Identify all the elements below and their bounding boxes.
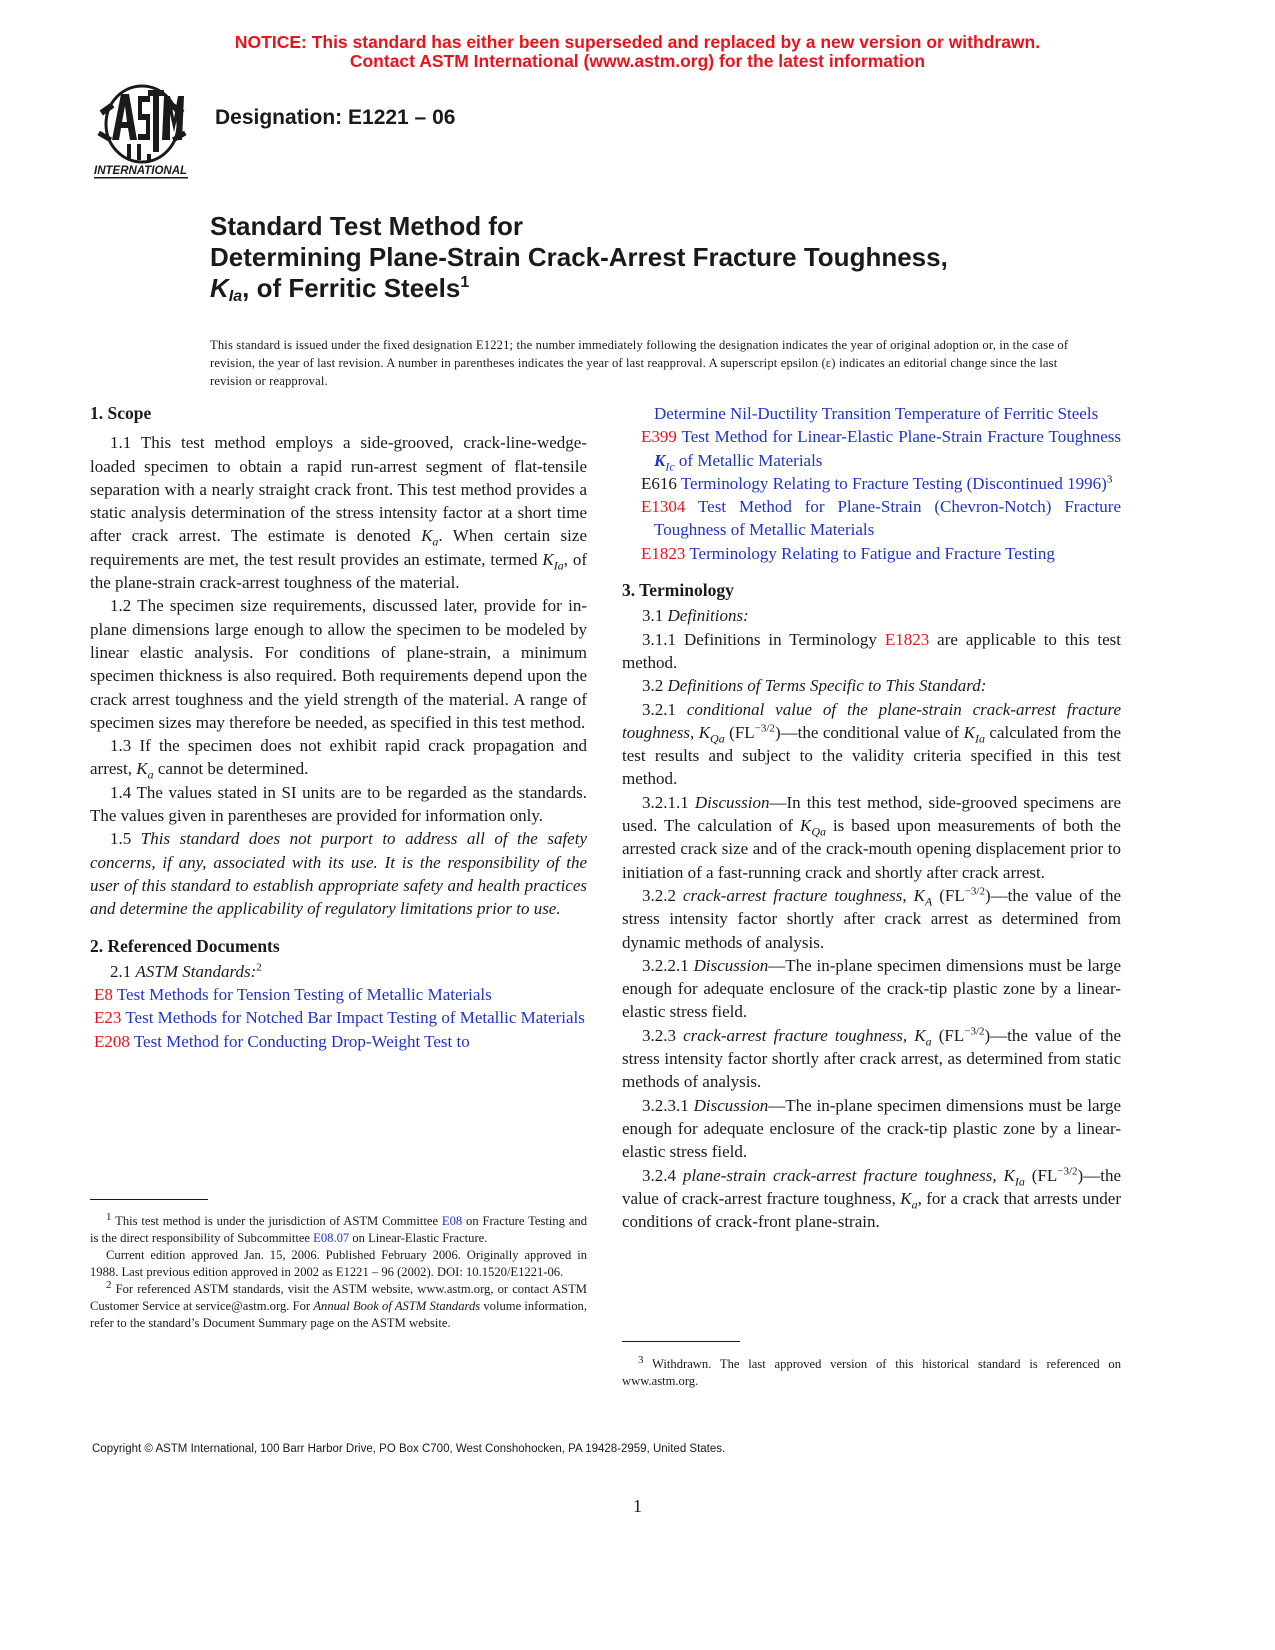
- copyright: Copyright © ASTM International, 100 Barr Harbor Drive, PO Box C700, West Conshohocken, PA 19428-2959, United States.: [92, 1443, 726, 1455]
- footnotes-left: [90, 1210, 587, 1332]
- issued-note: This standard is issued under the fixed designation E1221; the number immediately following the designation indicates the year of original adoption or, in the case of revision, the year of last revision. A number in parentheses indicates the year of last reapproval. A superscript epsilon (ε) indicates an editorial change since the last revision or reapproval.: [210, 338, 1069, 388]
- title-line-1: Standard Test Method for: [210, 211, 523, 241]
- def-3-2-2-1: 3.2.2.1 Discussion—The in-plane specimen dimensions must be large enough for adequate enclosure of the crack-tip plastic zone by a linear-elastic stress field.: [622, 955, 1121, 1022]
- ref-e616[interactable]: E616 Terminology Relating to Fracture Testing (Discontinued 1996)$^3$: [641, 473, 1113, 493]
- def-3-2-2: 3.2.2 crack-arrest fracture toughness, $K_A$ $(FL^{-3/2})—the$ value of the stress intensity factor shortly after crack arrest as determined from dynamic methods of analysis.: [622, 885, 1122, 952]
- title-k: K: [210, 273, 229, 303]
- def-3-2-4: 3.2.4 plane-strain crack-arrest fracture toughness, $K_{Ia}$ $(FL^{-3/2})—the$ value of crack-arrest fracture toughness, $K_a$, for a crack that arrests under conditions of crack-front plane-strain.: [622, 1164, 1122, 1232]
- notice-line-1: NOTICE: This standard has either been superseded and replaced by a new version or withdrawn.: [234, 32, 1041, 52]
- para-1-1: 1.1 This test method employs a side-grooved, crack-line-wedge-loaded specimen to obtain a rapid run-arrest segment of flat-tensile separation with a nearly straight crack front. This test method provides a static analysis determination of the stress intensity factor at a short time after crack arrest. The estimate is denoted $K_a$. When certain size requirements are met, the test result provides an estimate, termed $K_{Ia}$, of the plane-strain crack-arrest toughness of the material.: [90, 433, 587, 593]
- ref-e208[interactable]: E208 Test Method for Conducting Drop-Weight Test to: [94, 1031, 470, 1051]
- link-e0807[interactable]: E08.07: [313, 1231, 350, 1245]
- def-3-2-1-1: 3.2.1.1 Discussion—In this test method, side-grooved specimens are used. The calculation of $K_{Qa}$ is based upon measurements of both the arrested crack size and of the crack-mouth opening displacement prior to initiation of a fast-running crack and shortly after crack arrest.: [622, 792, 1122, 882]
- footnote-1: $^1$ This test method is under the jurisdiction of ASTM Committee E08 on Fracture Testing and is the direct responsibility of Subcommittee E08.07 on Linear-Elastic Fracture.: [90, 1210, 587, 1245]
- right-column: [622, 402, 1121, 1233]
- link-e08[interactable]: E08: [441, 1214, 463, 1228]
- def-3-2-3-1: 3.2.3.1 Discussion—The in-plane specimen dimensions must be large enough for adequate enclosure of the crack-tip plastic zone by a linear-elastic stress field.: [622, 1095, 1121, 1162]
- para-1-3: 1.3 If the specimen does not exhibit rapid crack propagation and arrest, $K_a$ cannot be determined.: [90, 736, 587, 782]
- footnote-edition: Current edition approved Jan. 15, 2006. Published February 2006. Originally approved in 1988. Last previous edition approved in 2002 as E1221 – 96 (2002). DOI: 10.1520/E1221-06.: [90, 1248, 587, 1279]
- astm-logo: [90, 82, 202, 182]
- footnote-rule-left: [90, 1199, 208, 1200]
- notice-line-2: Contact ASTM International (www.astm.org) for the latest information: [349, 51, 926, 71]
- title-k-sub: Ia: [228, 288, 243, 305]
- title-footnote-mark: 1: [460, 274, 470, 291]
- title-line-2: Determining Plane-Strain Crack-Arrest Fracture Toughness,: [210, 242, 948, 272]
- page-number: 1: [633, 1496, 642, 1516]
- def-3-1: 3.1 Definitions:: [642, 606, 749, 626]
- title-line-3-rest: , of Ferritic Steels: [242, 273, 461, 303]
- def-3-2-1: 3.2.1 conditional value of the plane-strain crack-arrest fracture toughness, $K_{Qa}$ $(FL^{-3/2})—the$ conditional value of $K_{Ia}$ calculated from the test results and subject to the validity criteria specified in this test method.: [622, 699, 1122, 789]
- ref-e8[interactable]: E8 Test Methods for Tension Testing of Metallic Materials: [94, 985, 492, 1005]
- ref-e399[interactable]: E399 Test Method for Linear-Elastic Plane-Strain Fracture Toughness $K_{Ic}$ of Metallic Materials: [641, 427, 1121, 473]
- logo-text: INTERNATIONAL: [94, 165, 188, 177]
- def-3-2-3: 3.2.3 crack-arrest fracture toughness, $K_a$ $(FL^{-3/2})—the$ value of the stress intensity factor shortly after crack arrest, as determined from static methods of analysis.: [622, 1025, 1122, 1092]
- ref-e1304[interactable]: E1304 Test Method for Plane-Strain (Chevron-Notch) Fracture Toughness of Metallic Materials: [641, 497, 1121, 540]
- para-1-5: 1.5 This standard does not purport to address all of the safety concerns, if any, associated with its use. It is the responsibility of the user of this standard to establish appropriate safety and health practices and determine the applicability of regulatory limitations prior to use.: [90, 829, 587, 919]
- section-3-heading: 3. Terminology: [622, 580, 734, 601]
- ref-e1823[interactable]: E1823 Terminology Relating to Fatigue and Fracture Testing: [641, 543, 1055, 563]
- footnote-3: $^3$ Withdrawn. The last approved version of this historical standard is referenced on www.astm.org.: [622, 1353, 1121, 1388]
- section-1-heading: 1. Scope: [90, 403, 152, 423]
- section-2-heading: 2. Referenced Documents: [90, 935, 280, 956]
- link-e1823[interactable]: E1823: [884, 629, 930, 649]
- def-3-1-1: 3.1.1 Definitions in Terminology E1823 are applicable to this test method.: [622, 629, 1122, 672]
- footnote-rule-right: [622, 1341, 740, 1342]
- ref-e23[interactable]: E23 Test Methods for Notched Bar Impact Testing of Metallic Materials: [94, 1008, 585, 1028]
- para-1-2: 1.2 The specimen size requirements, discussed later, provide for in-plane dimensions large enough to allow the specimen to be modeled by linear elastic analysis. For conditions of plane-strain, a minimum specimen thickness is also required. Both requirements depend upon the crack arrest toughness and the yield strength of the material. A range of specimen sizes may therefore be needed, as specified in this test method.: [90, 596, 587, 732]
- ref-e208-continued[interactable]: Determine Nil-Ductility Transition Temperature of Ferritic Steels: [654, 404, 1099, 423]
- withdrawal-notice: [0, 33, 1275, 71]
- para-1-4: 1.4 The values stated in SI units are to be regarded as the standards. The values given in parentheses are provided for information only.: [90, 782, 587, 826]
- def-3-2: 3.2 Definitions of Terms Specific to This Standard:: [642, 676, 987, 696]
- para-2-1: 2.1 ASTM Standards:$^2$: [110, 961, 262, 981]
- title-line-3: [210, 273, 1110, 304]
- footnote-2: $^2$ For referenced ASTM standards, visit the ASTM website, www.astm.org, or contact ASTM Customer Service at service@astm.org. For Annual Book of ASTM Standards volume information, refer to the standard’s Document Summary page on the ASTM website.: [90, 1278, 587, 1330]
- left-column: [90, 402, 587, 1053]
- document-title: [210, 211, 1110, 304]
- designation: Designation: E1221 – 06: [215, 106, 456, 129]
